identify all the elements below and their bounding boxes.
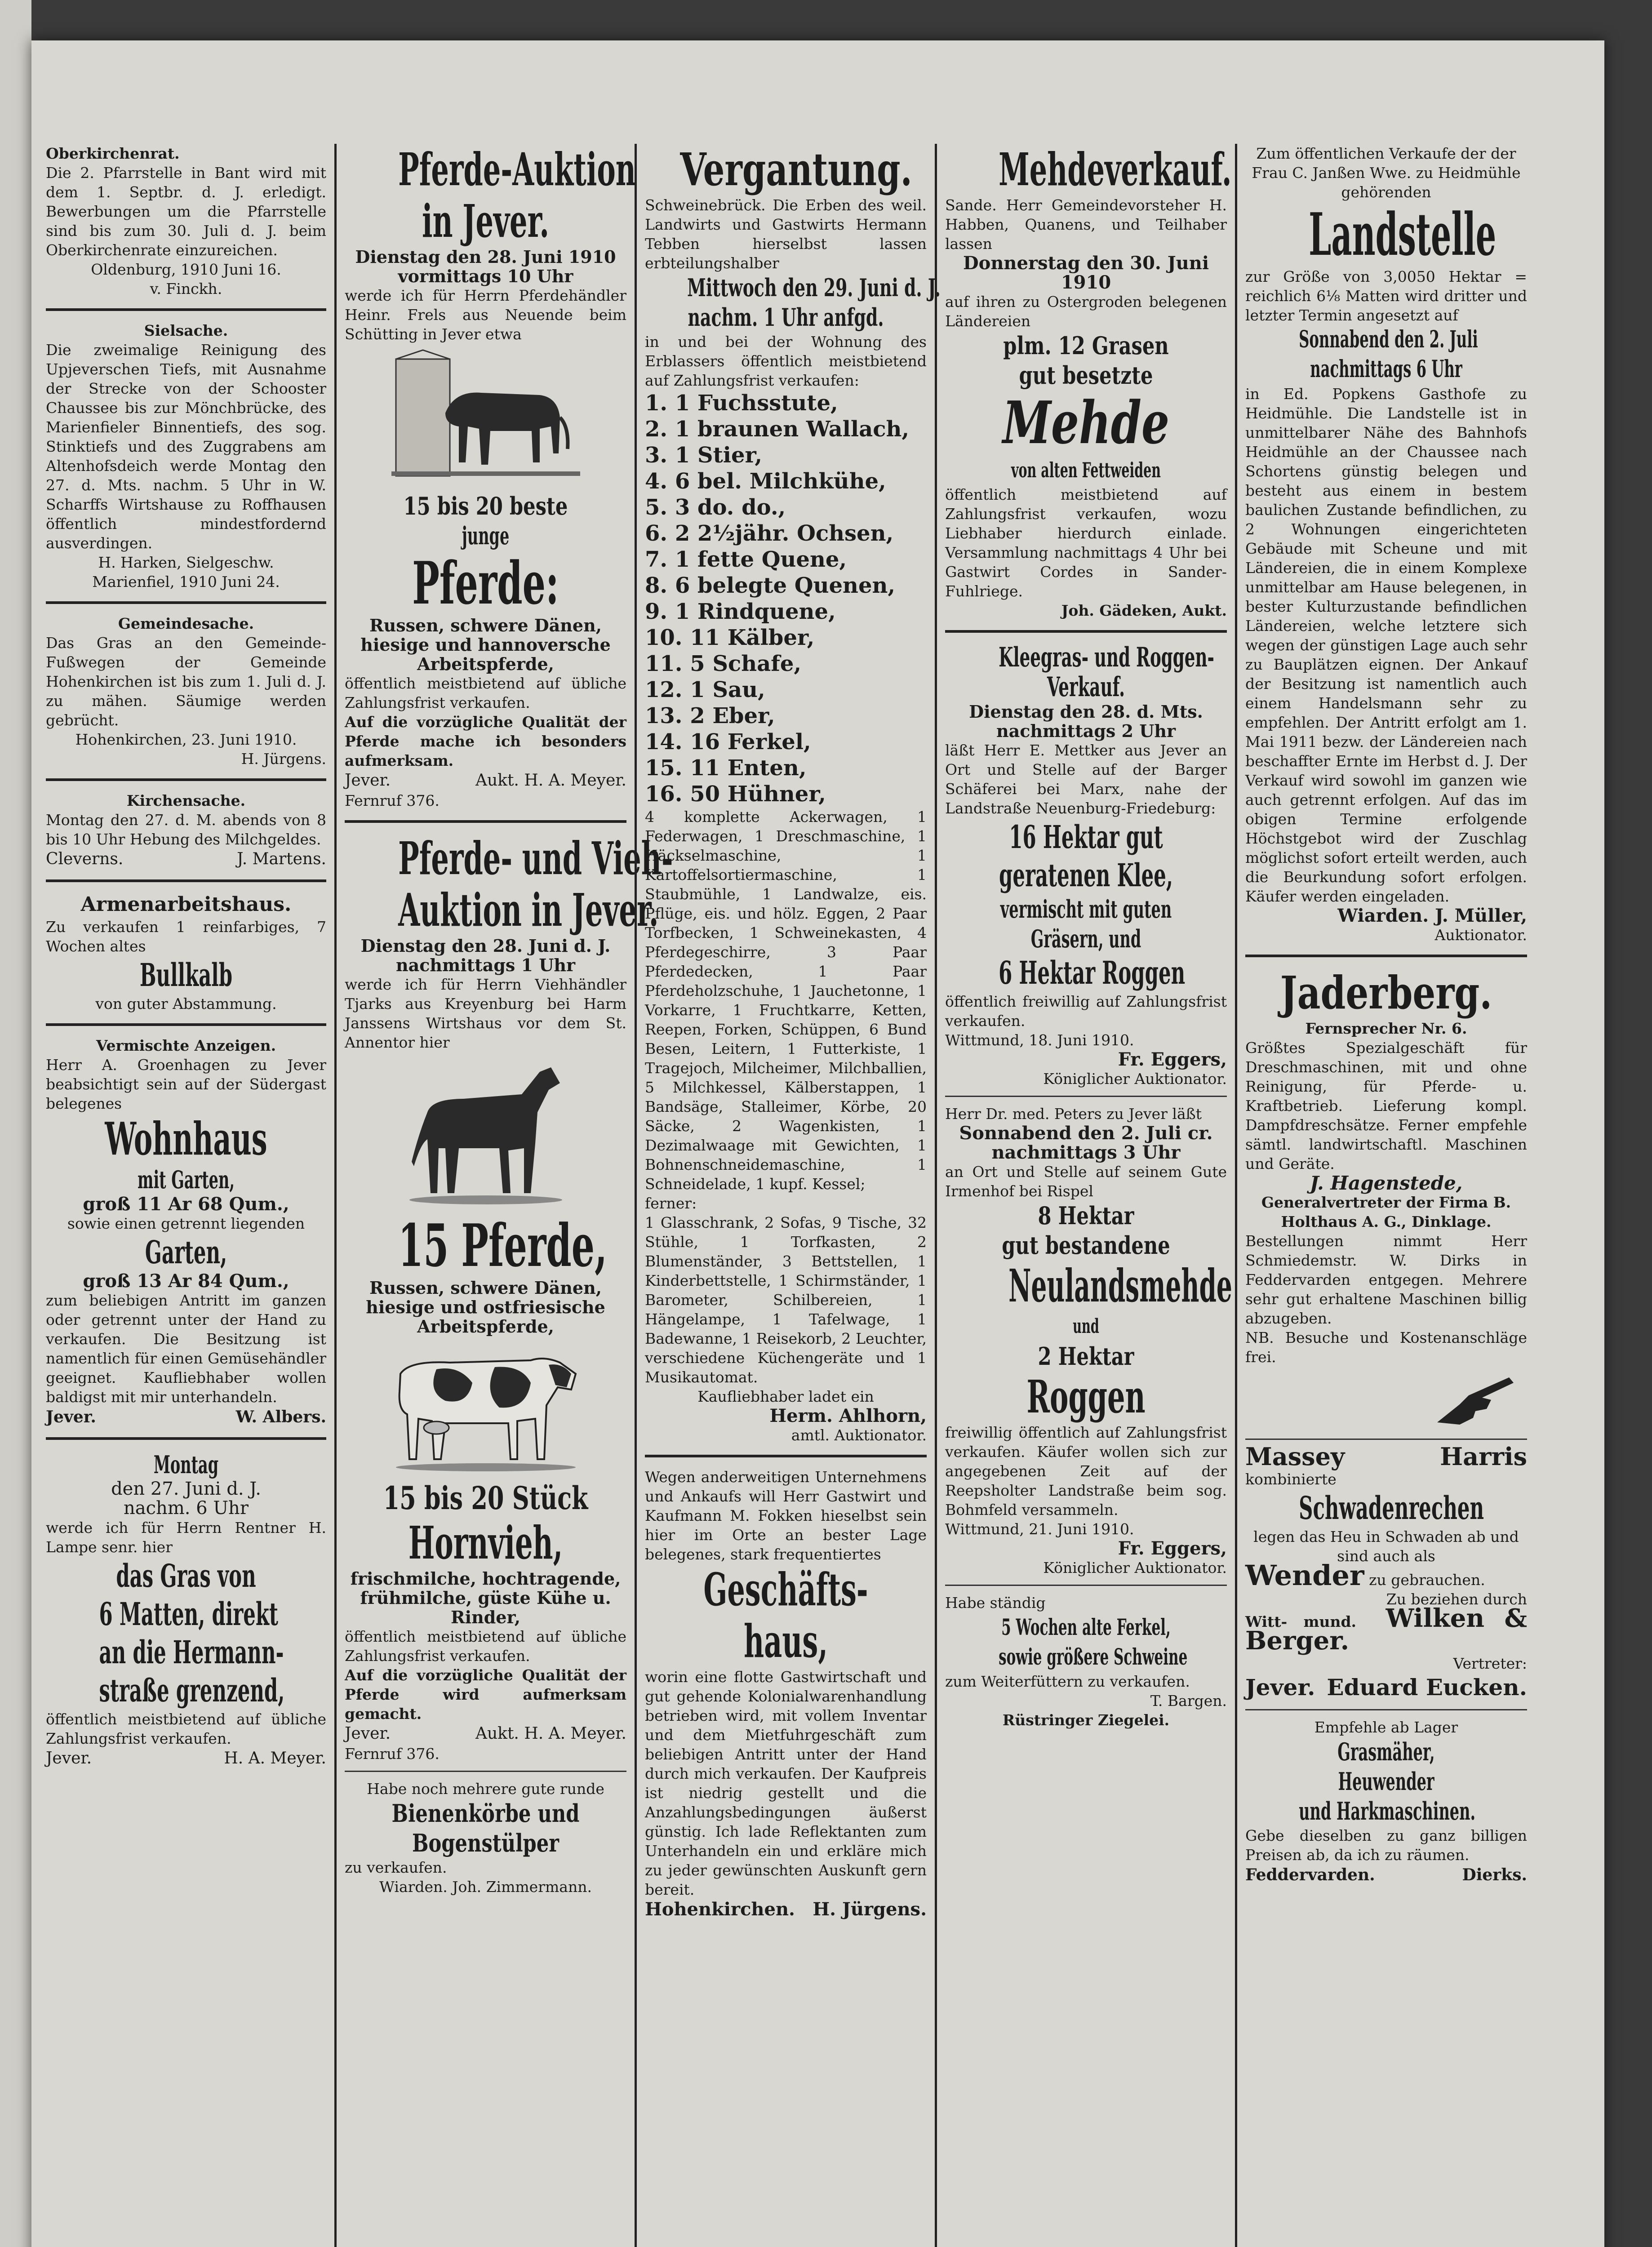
vieh-auktion-hornvieh: Hornvieh, [408,1516,563,1569]
mehdeverkauf-big2: gut besetzte [1019,361,1153,390]
landstelle-title: Landstelle [1309,200,1497,269]
vieh-auktion-body2: öffentlich meistbietend auf übliche Zahlungsfrist verkaufen. [345,1628,626,1665]
grasmaeher-big3: und Harkmaschinen. [1299,1797,1476,1825]
kleegras-title2: Verkauf. [1047,671,1125,703]
vieh-auktion-sign: Aukt. H. A. Meyer. [475,1724,626,1743]
vieh-auktion-date: Dienstag den 28. Juni d. J. [360,936,611,956]
horse-stable-illustration [391,350,580,485]
montag-place: Jever. [46,1749,92,1767]
vieh-auktion-phone: Fernruf 376. [345,1745,440,1763]
montag-big1: das Gras von [116,1557,256,1594]
vergantung-item: 5. 3 do. do., [645,495,786,520]
vergantung-item: 7. 1 fette Quene, [645,547,847,572]
grasmaeher-place: Feddervarden. [1245,1865,1375,1884]
vieh-auktion-cattle: frischmilche, hochtragende, frühmilche, güste Kühe u. Rinder, [350,1568,621,1627]
vermischte-mid: sowie einen getrennt liegenden [67,1215,305,1232]
vergantung-item: 4. 6 bel. Milchkühe, [645,469,886,494]
kirchensache-footer [46,849,326,870]
vergantung-item: 3. 1 Stier, [645,443,763,468]
irmenhof-neulandsmehde: Neulandsmehde [1008,1259,1232,1312]
vergantung-item: 10. 11 Kälber, [645,625,815,650]
oberkirchenrat-sign: v. Finckh. [150,280,222,298]
massey-big1: Massey Harris [1245,1442,1527,1471]
kleegras-big2: geratenen Klee, [999,857,1173,894]
gemeindesache-heading: Gemeindesache. [118,615,254,632]
geschaeftshaus-body: Wegen anderweitigen Unternehmens und Ankaufs will Herr Gastwirt und Kaufmann M. Fokken hieselbst sein hier im Orte an bester Lage belegenes, stark frequentiertes [645,1468,927,1563]
geschaeftshaus-place: Hohenkirchen. [645,1899,795,1920]
vergantung-item: 15. 11 Enten, [645,755,807,781]
divider [945,630,1227,633]
kleegras-time: nachmittags 2 Uhr [996,721,1176,741]
massey-big3: Wender [1245,1559,1364,1592]
pointing-hand-icon [1433,1373,1523,1431]
irmenhof-place: Wittmund, 21. Juni 1910. [945,1520,1134,1538]
vergantung-item: 1. 1 Fuchsstute, [645,391,838,416]
kleegras-big4: Gräsern, und [1030,924,1141,953]
kleegras-sign2: Königlicher Auktionator. [1043,1070,1227,1088]
ferkel-body: Habe ständig [945,1594,1046,1612]
montag-big4: straße grenzend, [99,1672,285,1709]
armenarbeitshaus-tail: von guter Abstammung. [95,995,277,1012]
vermischte-mit-garten: mit Garten, [138,1165,235,1194]
pferde-auktion-count: 15 bis 20 beste [403,492,568,520]
jaderberg-sign2: Generalvertreter der Firma B. Holthaus A. G., Dinklage. [1261,1194,1511,1230]
column-1 [38,144,334,2247]
gemeindesache-sign: H. Jürgens. [241,750,326,768]
montag-time: nachm. 6 Uhr [124,1498,249,1519]
vermischte-garten: Garten, [145,1234,227,1271]
vieh-auktion-title2: Auktion in Jever. [398,884,659,937]
pferde-auktion-phone: Fernruf 376. [345,792,440,809]
irmenhof-date: Sonnabend den 2. Juli cr. [959,1123,1213,1144]
bienenkorbe-big2: Bogenstülper [412,1829,559,1857]
armenarbeitshaus-body: Zu verkaufen 1 reinfarbiges, 7 Wochen altes [46,918,326,955]
grasmaeher-body: Empfehle ab Lager [1314,1719,1458,1736]
montag-body2: öffentlich meistbietend auf übliche Zahlungsfrist verkaufen. [46,1710,326,1747]
vermischte-body: Herr A. Groenhagen zu Jever beabsichtigt sein auf der Südergast belegenes [46,1056,326,1112]
mehdeverkauf-mehde: Mehde [1002,388,1170,457]
divider [46,308,326,311]
vieh-auktion-breeds: Russen, schwere Dänen, hiesige und ostfriesische Arbeitspferde, [366,1278,605,1337]
pferde-auktion-time: vormittags 10 Uhr [398,266,573,286]
column-5 [1235,144,1535,2247]
grasmaeher-big2: Heuwender [1338,1767,1434,1796]
montag-body: werde ich für Herrn Rentner H. Lampe senr. hier [46,1519,326,1556]
kleegras-date: Dienstag den 28. d. Mts. [969,702,1203,722]
divider [46,1023,326,1026]
ferkel-big1: 5 Wochen alte Ferkel, [1001,1614,1171,1640]
kirchensache-heading: Kirchensache. [126,792,246,809]
kleegras-big1: 16 Hektar gut [1009,818,1163,856]
ferkel-body2: zum Weiterfüttern zu verkaufen. [945,1673,1190,1690]
adjacent-page-edge [0,0,31,2247]
massey-small2: zu gebrauchen. [1369,1571,1485,1589]
irmenhof-body2: an Ort und Stelle auf seinem Gute Irmenhof bei Rispel [945,1163,1227,1200]
vermischte-place: Jever. [46,1408,96,1426]
massey-small1: kombinierte [1245,1470,1337,1488]
vermischte-body2: zum beliebigen Antritt im ganzen oder getrennt unter der Hand zu verkaufen. Die Besitzung ist namentlich für einen Gemüsehändler geeignet. Kaufliebhaber wollen baldigst mit mir unterhandeln. [46,1292,327,1406]
divider [1245,1439,1527,1440]
mehdeverkauf-big1: plm. 12 Grasen [1003,331,1169,360]
vergantung-item: 14. 16 Ferkel, [645,729,811,755]
kleegras-sign: Fr. Eggers, [1118,1049,1227,1070]
horse-illustration [396,1058,576,1207]
divider [46,1437,326,1440]
irmenhof-big5: 2 Hektar [1038,1342,1134,1371]
kleegras-body2: öffentlich freiwillig auf Zahlungsfrist verkaufen. [945,993,1227,1030]
pferde-auktion-place2: Jever. [345,771,391,790]
pferde-auktion-junge: junge [462,521,510,550]
mehdeverkauf-body3: öffentlich meistbietend auf Zahlungsfrist verkaufen, wozu Liebhaber hierdurch einlade. Versammlung nachmittags 4 Uhr bei Gastwirt Cordes in Sander-Fuhlriege. [945,486,1227,600]
divider [46,778,326,781]
grasmaeher-footer [1245,1865,1527,1885]
sielsache-sign: H. Harken, Sielgeschw. [98,554,274,571]
irmenhof-time: nachmittags 3 Uhr [991,1142,1181,1163]
pferde-auktion-note: Auf die vorzügliche Qualität der Pferde mache ich besonders aufmerksam. [345,713,626,769]
kleegras-title1: Kleegras- und Roggen- [999,642,1214,673]
montag-footer [46,1748,326,1769]
bienenkorbe-big1: Bienenkörbe und [391,1799,580,1828]
kirchensache-body: Montag den 27. d. M. abends von 8 bis 10 Uhr Hebung des Milchgeldes. [46,811,326,848]
mehdeverkauf-sign: Joh. Gädeken, Aukt. [1061,602,1227,619]
irmenhof-sign: Fr. Eggers, [1118,1538,1227,1559]
massey-firm-row [1245,1603,1528,1656]
vergantung-date: Mittwoch den 29. Juni d. J. [687,273,941,302]
bienenkorbe-body: Habe noch mehrere gute runde [367,1780,604,1798]
vermischte-size2: groß 13 Ar 84 Qum., [83,1270,289,1292]
pferde-auktion-place: in Jever. [422,195,550,248]
pferde-auktion-breeds: Russen, schwere Dänen, hiesige und hannoversche Arbeitspferde, [360,615,611,674]
sielsache-body: Die zweimalige Reinigung des Upjeverschen Tiefs, mit Ausnahme der Strecke von der Schooster Chaussee bis zur Mönchbrücke, des Marienfieler Binnentiefs, des sog. Stinktiefs und des Zuggrabens am Altenhofsdeich werde Montag den 27. d. Mts. nachm. 5 Uhr in W. Scharffs Wirtshause zu Roffhausen öffentlich mindestfordernd ausverdingen. [46,341,326,552]
vergantung-item: 6. 2 2½jähr. Ochsen, [645,521,894,546]
mehdeverkauf-big4: von alten Fettweiden [1011,458,1161,482]
mehdeverkauf-date: Donnerstag den 30. Juni 1910 [963,253,1209,293]
gemeindesache-place: Hohenkirchen, 23. Juni 1910. [75,731,297,748]
armenarbeitshaus-heading: Armenarbeitshaus. [80,893,292,916]
vieh-auktion-footer [345,1723,626,1744]
kleegras-body: läßt Herr E. Mettker aus Jever an Ort und Stelle auf der Barger Schäferei bei Marx, nahe der Landstraße Neuenburg-Friedeburg: [945,742,1227,817]
oberkirchenrat-heading: Oberkirchenrat. [46,145,180,162]
irmenhof-body3: freiwillig öffentlich auf Zahlungsfrist verkaufen. Käufer wollen sich zur angegebenen Zeit auf der Reepsholter Landstraße beim sog. Bohmfeld versammeln. [945,1424,1227,1519]
irmenhof-und: und [1073,1315,1099,1338]
landstelle-time: nachmittags 6 Uhr [1310,355,1462,383]
vergantung-list1: 4 komplette Ackerwagen, 1 Federwagen, 1 Dreschmaschine, 1 Häckselmaschine, 1 Kartoffelsortiermaschine, 1 Staubmühle, 1 Landwalze, eis. Pflüge, eis. und hölz. Eggen, 2 Paar Torfbecken, 1 Schweinekasten, 4 Pferdegeschirre, 3 Paar Pferdedecken, 1 Paar Pferdeholzschuhe, 1 Jauchetonne, 1 Vorkarre, 1 Fruchtkarre, Ketten, Reepen, Forken, Schüppen, 6 Bund Besen, Leitern, 1 Futterkiste, 1 Tragejoch, Milcheimer, Milchballien, 5 Milchkessel, Kälberstappen, 1 Bandsäge, Stalleimer, Körbe, 20 Säcke, 2 Wagenkisten, 1 Dezimalwaage mit Gewichten, 1 Bohnenschneidemaschine, 1 Schneidelade, 1 kupf. Kessel; [645,808,927,1193]
massey-place2: Jever. [1245,1674,1315,1701]
irmenhof-big2: gut bestandene [1002,1231,1170,1260]
vergantung-item: 8. 6 belegte Quenen, [645,573,896,598]
irmenhof-body: Herr Dr. med. Peters zu Jever läßt [945,1105,1202,1123]
grasmaeher-sign: Dierks. [1462,1865,1527,1884]
ferkel-place: Rüstringer Ziegelei. [1002,1711,1170,1729]
kleegras-big3: vermischt mit guten [1000,895,1172,924]
irmenhof-roggen: Roggen [1026,1370,1146,1423]
kleegras-big5: 6 Hektar Roggen [999,954,1186,991]
montag-big2: 6 Matten, direkt [99,1595,278,1633]
montag-heading: Montag [153,1450,219,1479]
divider [345,1771,626,1772]
oberkirchenrat-place: Oldenburg, 1910 Juni 16. [91,261,281,278]
vermischte-footer [46,1407,326,1427]
vergantung-item-list [645,390,927,807]
landstelle-sign2: Auktionator. [1434,926,1527,944]
column-4 [935,144,1235,2247]
vieh-auktion-pferde: 15 Pferde, [398,1211,608,1280]
kleegras-place: Wittmund, 18. Juni 1910. [945,1031,1134,1049]
gemeindesache-body: Das Gras an den Gemeinde-Fußwegen der Gemeinde Hohenkirchen ist bis zum 1. Juli d. J. zu mähen. Säumige werden gebrücht. [46,634,326,729]
armenarbeitshaus-bullkalb: Bullkalb [139,956,233,994]
vergantung-item: 11. 5 Schafe, [645,651,802,676]
cow-illustration [382,1342,589,1473]
divider [945,1096,1227,1097]
vieh-auktion-count: 15 bis 20 Stück [383,1479,588,1517]
montag-sign: H. A. Meyer. [224,1749,326,1767]
ferkel-sign: T. Bargen. [1150,1692,1227,1710]
vergantung-item: 2. 1 braunen Wallach, [645,417,910,442]
irmenhof-sign2: Königlicher Auktionator. [1043,1559,1227,1576]
vieh-auktion-note: Auf die vorzügliche Qualität der Pferde wird aufmerksam gemacht. [345,1666,626,1723]
pferde-auktion-footer [345,770,626,791]
divider [1245,1709,1527,1710]
vieh-auktion-time: nachmittags 1 Uhr [395,955,576,975]
massey-rep: Vertreter: [1453,1655,1527,1672]
divider [46,879,326,882]
vergantung-item: 16. 50 Hühner, [645,782,826,807]
vermischte-sign: W. Albers. [235,1408,326,1426]
vergantung-invite: Kaufliebhaber ladet ein [697,1388,874,1405]
vergantung-time: nachm. 1 Uhr anfgd. [688,303,884,332]
vergantung-sign2: amtl. Auktionator. [791,1426,927,1444]
grasmaeher-body2: Gebe dieselben zu ganz billigen Preisen ab, da ich zu räumen. [1245,1827,1527,1864]
vermischte-wohnhaus: Wohnhaus [105,1112,267,1165]
pferde-auktion-pferde: Pferde: [412,549,559,617]
mehdeverkauf-title: Mehdeverkauf. [999,143,1232,196]
vergantung-item: 9. 1 Rindquene, [645,599,836,624]
massey-place: Witt- mund. [1245,1613,1357,1630]
massey-small3: Zu beziehen durch [1386,1590,1527,1608]
jaderberg-body: Größtes Spezialgeschäft für Dreschmaschinen, mit und ohne Reinigung, für Pferde- u. Kraftbetrieb. Lieferung kompl. Dampfdreschsätze. Ferner empfehle sämtl. landwirtschaftl. Maschinen und Geräte. [1245,1039,1527,1172]
vermischte-size1: groß 11 Ar 68 Qum., [83,1194,289,1215]
oberkirchenrat-body: Die 2. Pfarrstelle in Bant wird mit dem 1. Septbr. d. J. erledigt. Bewerbungen um die Pfarrstelle sind bis zum 30. Juli d. J. beim Oberkirchenrate einzureichen. [46,164,326,259]
geschaeftshaus-sign: H. Jürgens. [813,1899,927,1920]
massey-big2: Schwadenrechen [1299,1489,1484,1527]
massey-row [1245,1442,1527,1489]
vergantung-item: 12. 1 Sau, [645,677,765,702]
vieh-auktion-place: Jever. [345,1724,391,1743]
vergantung-body: Schweinebrück. Die Erben des weil. Landwirts und Gastwirts Hermann Tebben hierselbst lassen erbteilungshalber [645,196,927,272]
vergantung-sign: Herm. Ahlhorn, [769,1405,927,1426]
jaderberg-title: Jaderberg. [1280,966,1492,1019]
divider [1245,955,1527,957]
sielsache-place: Marienfiel, 1910 Juni 24. [92,573,280,591]
grasmaeher-big1: Grasmäher, [1337,1737,1435,1766]
massey-wender-row [1245,1559,1527,1592]
vermischte-heading: Vermischte Anzeigen. [96,1037,276,1054]
ferkel-big2: sowie größere Schweine [999,1643,1188,1670]
jaderberg-sign: J. Hagenstede, [1310,1172,1463,1194]
sielsache-heading: Sielsache. [144,322,228,339]
jaderberg-body2: Bestellungen nimmt Herr Schmiedemstr. W. Dirks in Feddervarden entgegen. Mehrere sehr gut erhaltene Maschinen billig abzugeben. [1245,1232,1527,1327]
vergantung-title: Vergantung. [680,143,912,196]
massey-firm: Wilken & Berger. [1245,1603,1528,1656]
landstelle-body2: zur Größe von 3,0050 Hektar = reichlich 6⅛ Matten wird dritter und letzter Termin angesetzt auf [1245,268,1527,324]
pferde-auktion-body2: öffentlich meistbietend auf übliche Zahlungsfrist verkaufen. [345,675,626,711]
divider [46,601,326,604]
mehdeverkauf-body2: auf ihren zu Ostergroden belegenen Ländereien [945,293,1227,330]
landstelle-sign: Wiarden. J. Müller, [1337,905,1527,926]
montag-big3: an die Hermann- [99,1634,284,1671]
vieh-auktion-body: werde ich für Herrn Viehhändler Tjarks aus Kreyenburg bei Harm Janssens Wirtshaus vor dem St. Annentor hier [345,976,626,1051]
massey-footer [1245,1673,1527,1702]
landstelle-body3: in Ed. Popkens Gasthofe zu Heidmühle. Die Landstelle ist in unmittelbarer Nähe des Bahnhofs Heidmühle an der Chaussee nach Schortens günstig belegen und besteht aus einem in bestem baulichen Zustande befindlichen, zu 2 Wohnungen eingerichteten Gebäude mit Scheune und mit Ländereien, die in einem Komplexe unmittelbar am Hause belegenen, in bester Kulturzustande befindlichen Ländereien, welche letztere sich wegen der günstigen Lage auch sehr zu Bauplätzen eignen. Der Ankauf der Besitzung ist namentlich auch einem Handelsmann sehr zu empfehlen. Der Antritt erfolgt am 1. Mai 1911 bezw. der Ländereien nach beschaffter Ernte im Herbst d. J. Der Verkauf wird sowohl im ganzen wie auch getrennt erfolgen. Auf das im obigen Termine erfolgende Höchstgebot wird der Zuschlag möglichst sofort erteilt werden, auch die Beurkundung sofort erfolgen. Käufer werden eingeladen. [1245,385,1527,905]
divider [945,1585,1227,1586]
jaderberg-nb: NB. Besuche und Kostenanschläge frei. [1245,1329,1527,1366]
pferde-auktion-body: werde ich für Herrn Pferdehändler Heinr. Frels aus Neuende beim Schütting in Jever etwa [345,287,626,343]
montag-date: den 27. Juni d. J. [111,1479,261,1499]
vergantung-body2: in und bei der Wohnung des Erblassers öffentlich meistbietend auf Zahlungsfrist verkaufen: [645,333,927,389]
vergantung-item: 13. 2 Eber, [645,703,775,728]
mehdeverkauf-body: Sande. Herr Gemeindevorsteher H. Habben, Quanens, und Teilhaber lassen [945,196,1227,253]
divider [345,820,626,823]
divider [645,1455,927,1457]
pferde-auktion-sign: Aukt. H. A. Meyer. [475,771,626,790]
vergantung-list2: 1 Glasschrank, 2 Sofas, 9 Tische, 32 Stühle, 1 Torfkasten, 2 Blumenständer, 3 Bettstellen, 1 Kinderbettstelle, 1 Schirmständer, 1 Barometer, Schilbereien, 1 Hängelampe, 1 Tafelwage, 1 Badewanne, 1 Reisekorb, 2 Leuchter, verschiedene Küchengeräte und 1 Musikautomat. [645,1214,927,1386]
massey-body: legen das Heu in Schwaden ab und sind auch als [1253,1528,1519,1565]
column-3 [635,143,941,2247]
landstelle-body: Zum öffentlichen Verkaufe der der Frau C. Janßen Wwe. zu Heidmühle gehörenden [1252,145,1521,201]
jaderberg-phone: Fernsprecher Nr. 6. [1305,1020,1467,1037]
bienenkorbe-sign: Wiarden. Joh. Zimmermann. [379,1878,592,1896]
landstelle-date: Sonnabend den 2. Juli [1299,326,1478,353]
geschaeftshaus-big1: Geschäfts- [703,1563,868,1616]
bienenkorbe-tail: zu verkaufen. [345,1859,447,1876]
kirchensache-sign: J. Martens. [237,850,326,868]
geschaeftshaus-footer [645,1899,927,1920]
irmenhof-big1: 8 Hektar [1038,1201,1134,1230]
pferde-auktion-date: Dienstag den 28. Juni 1910 [355,247,616,267]
massey-firm2: Eduard Eucken. [1327,1674,1527,1701]
newspaper-page [31,40,1604,2247]
kirchensache-place: Cleverns. [46,850,124,868]
pferde-auktion-title: Pferde-Auktion [398,143,636,196]
geschaeftshaus-big2: haus, [744,1615,828,1668]
geschaeftshaus-body2: worin eine flotte Gastwirtschaft und gut gehende Kolonialwarenhandlung betrieben wird, mit vollem Inventar und dem Mietfuhrgeschäft zum beliebigen Antritt unter der Hand durch mich verkaufen. Der Kaufpreis ist niedrig gestellt und die Anzahlungsbedingungen äußerst günstig. Ich lade Reflektanten zum Unterhandeln ein und erkläre mich zu jeder gewünschten Auskunft gern bereit. [645,1668,927,1898]
vieh-auktion-title1: Pferde- und Vieh- [398,832,673,885]
vergantung-ferner: ferner: [645,1195,697,1212]
